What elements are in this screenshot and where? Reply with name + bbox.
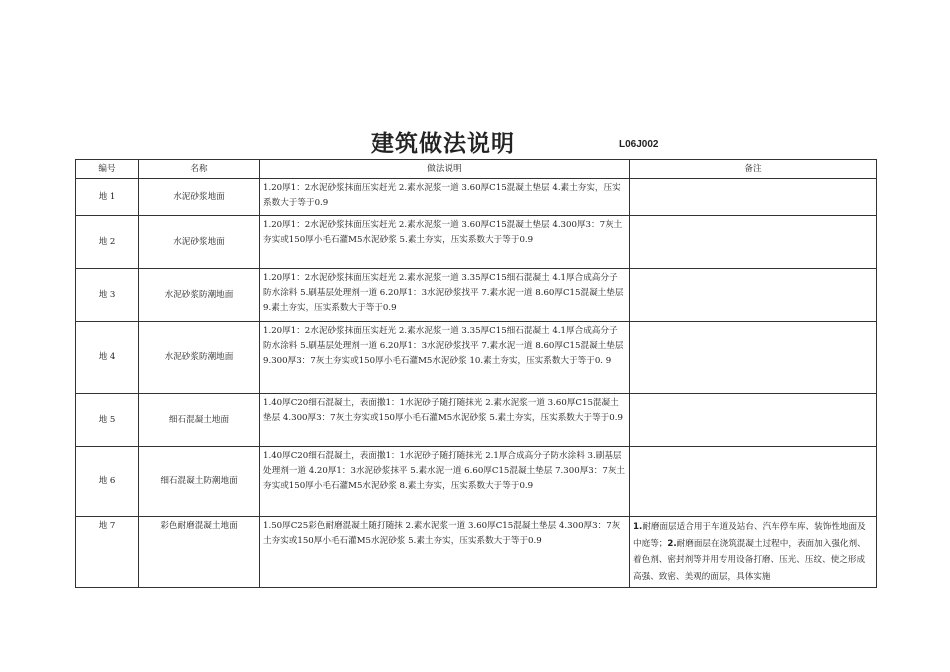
row-code: 地 1 <box>76 179 139 216</box>
row-note <box>630 447 877 517</box>
row-name: 水泥砂浆地面 <box>139 216 260 269</box>
row-note <box>630 269 877 322</box>
table-row <box>76 447 877 517</box>
note-item-number: 1. <box>633 522 643 532</box>
row-note <box>630 216 877 269</box>
row-note <box>630 517 877 588</box>
row-description: 1.20厚1：2水泥砂浆抹面压实赶光 2.素水泥浆一道 3.35厚C15细石混凝土 4.1厚合成高分子防水涂料 5.刷基层处理剂一道 6.20厚1：3水泥砂浆找平 7.素水泥一道 8.60厚C15混凝土垫层 9.素土夯实，压实系数大于等于0.9 <box>260 269 630 322</box>
row-name: 细石混凝土防潮地面 <box>139 447 260 517</box>
header-number: 编号 <box>76 160 139 179</box>
note-item-text: 耐磨面层在浇筑混凝土过程中，表面加入强化剂、着色剂、密封剂等并用专用设备打磨、压光、压纹、使之形成高强、致密、美观的面层，具体实施 <box>633 538 866 582</box>
row-code: 地 7 <box>76 517 139 588</box>
row-name: 细石混凝土地面 <box>139 394 260 447</box>
note-item-number: 2. <box>667 538 677 549</box>
header-method: 做法说明 <box>260 160 630 179</box>
row-description: 1.20厚1：2水泥砂浆抹面压实赶光 2.素水泥浆一道 3.60厚C15混凝土垫层 4.素土夯实，压实系数大于等于0.9 <box>260 179 630 216</box>
row-description: 1.40厚C20细石混凝土，表面撒1：1水泥砂子随打随抹光 2.1厚合成高分子防水涂料 3.刷基层处理剂一道 4.20厚1：3水泥砂浆抹平 5.素水泥一道 6.60厚C15混凝土垫层 7.300厚3：7灰土夯实或150厚小毛石灌M5水泥砂浆 8.素土夯实，压实系数大于等于0.9 <box>260 447 630 517</box>
row-code: 地 3 <box>76 269 139 322</box>
header-name: 名称 <box>139 160 260 179</box>
row-description: 1.40厚C20细石混凝土，表面撒1：1水泥砂子随打随抹光 2.素水泥浆一道 3.60厚C15混凝土垫层 4.300厚3：7灰土夯实或150厚小毛石灌M5水泥砂浆 5.素土夯实，压实系数大于等于0.9 <box>260 394 630 447</box>
row-code: 地 4 <box>76 322 139 394</box>
row-note <box>630 322 877 394</box>
row-name: 水泥砂浆防潮地面 <box>139 269 260 322</box>
table-row <box>76 517 877 588</box>
table-header-row <box>76 160 877 179</box>
row-code: 地 5 <box>76 394 139 447</box>
row-code: 地 2 <box>76 216 139 269</box>
row-code: 地 6 <box>76 447 139 517</box>
row-name: 水泥砂浆地面 <box>139 179 260 216</box>
construction-method-table <box>75 159 877 588</box>
row-note <box>630 394 877 447</box>
page-title: 建筑做法说明 <box>371 131 515 157</box>
note-item-text: 耐磨面层适合用于车道及站台、汽车停车库、装饰性地面及中庭等； <box>633 522 866 549</box>
header-note: 备注 <box>630 160 877 179</box>
table-row <box>76 269 877 322</box>
row-description: 1.20厚1：2水泥砂浆抹面压实赶光 2.素水泥浆一道 3.60厚C15混凝土垫层 4.300厚3：7灰土夯实或150厚小毛石灌M5水泥砂浆 5.素土夯实，压实系数大于等于0.9 <box>260 216 630 269</box>
table-row <box>76 179 877 216</box>
table-row <box>76 394 877 447</box>
table-row <box>76 322 877 394</box>
row-note <box>630 179 877 216</box>
row-name: 水泥砂浆防潮地面 <box>139 322 260 394</box>
row-description: 1.20厚1：2水泥砂浆抹面压实赶光 2.素水泥浆一道 3.35厚C15细石混凝土 4.1厚合成高分子防水涂料 5.刷基层处理剂一道 6.20厚1：3水泥砂浆找平 7.素水泥一道 8.60厚C15混凝土垫层 9.300厚3：7灰土夯实或150厚小毛石灌M5水泥砂浆 10.素土夯实，压实系数大于等于0. 9 <box>260 322 630 394</box>
table-row <box>76 216 877 269</box>
row-name: 彩色耐磨混凝土地面 <box>139 517 260 588</box>
document-code: L06J002 <box>619 139 659 150</box>
row-description: 1.50厚C25彩色耐磨混凝土随打随抹 2.素水泥浆一道 3.60厚C15混凝土垫层 4.300厚3：7灰土夯实或150厚小毛石灌M5水泥砂浆 5.素土夯实，压实系数大于等于0.9 <box>260 517 630 588</box>
